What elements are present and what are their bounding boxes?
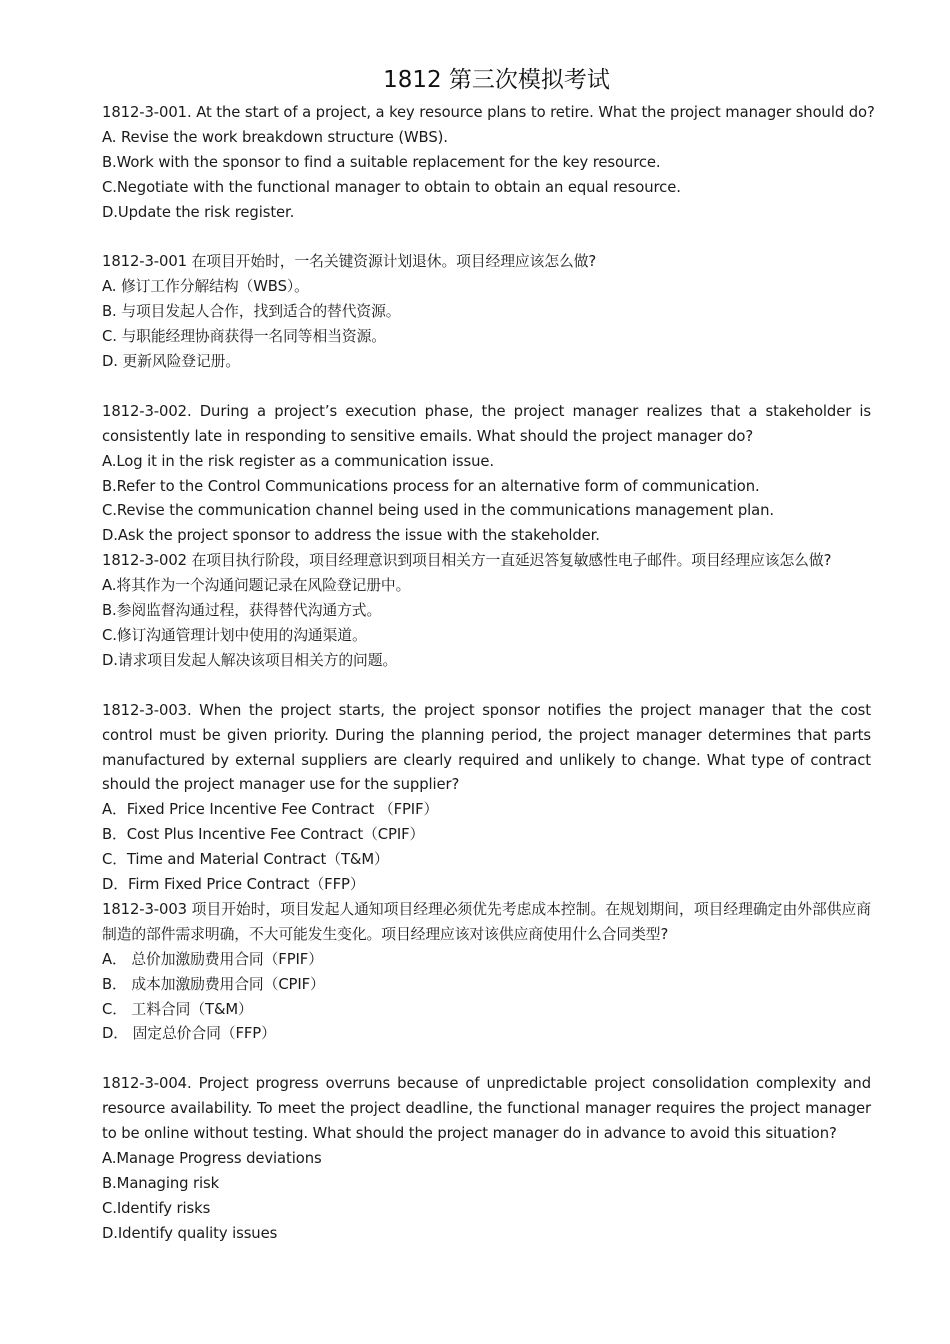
q2-zh-question: 1812-3-002 在项目执行阶段，项目经理意识到项目相关方一直延迟答复敏感性电子邮件。项目经理应该怎么做?: [102, 552, 832, 570]
q2-zh-option-b: B.参阅监督沟通过程，获得替代沟通方式。: [102, 602, 382, 620]
q1-en-option-a: A. Revise the work breakdown structure (WBS).: [102, 128, 448, 146]
q2-en-option-b: B.Refer to the Control Communications process for an alternative form of communication.: [102, 477, 760, 495]
q4-en-option-b: B.Managing risk: [102, 1174, 220, 1192]
q3-zh-option-d: D． 固定总价合同（FFP）: [102, 1025, 276, 1043]
q4-en-option-a: A.Manage Progress deviations: [102, 1150, 322, 1167]
q2-en-question: 1812-3-002. During a project’s execution phase, the project manager realizes that a stakeholder is consistently late in responding to sensitive emails. What should the project manager do?: [102, 402, 871, 445]
q3-zh-option-a: A． 总价加激励费用合同（FPIF）: [102, 950, 323, 968]
q4-en-question: 1812-3-004. Project progress overruns because of unpredictable project consolidation complexity and resource availability. To meet the project deadline, the functional manager requires the project manager to be online without testing. What should the project manager do in advance to avoid this situation?: [102, 1075, 871, 1143]
q1-zh-option-a: A. 修订工作分解结构（WBS）。: [102, 278, 309, 296]
q2-en-option-a: A.Log it in the risk register as a communication issue.: [102, 452, 495, 470]
q3-zh-option-b: B． 成本加激励费用合同（CPIF）: [102, 975, 325, 993]
q2-zh-option-a: A.将其作为一个沟通问题记录在风险登记册中。: [102, 577, 411, 595]
q4-en-option-c: C.Identify risks: [102, 1199, 211, 1217]
q1-zh-option-d: D. 更新风险登记册。: [102, 353, 241, 371]
q1-en-option-b: B.Work with the sponsor to find a suitable replacement for the key resource.: [102, 153, 661, 171]
spacer: [102, 226, 871, 251]
q3-en-option-b: B．Cost Plus Incentive Fee Contract（CPIF）: [102, 826, 425, 844]
q1-zh-option-b: B. 与项目发起人合作，找到适合的替代资源。: [102, 303, 401, 321]
document-page: [102, 62, 875, 1247]
page-title: 1812 第三次模拟考试: [383, 67, 610, 93]
q3-zh-option-c: C． 工料合同（T&M）: [102, 1000, 253, 1018]
q3-en-option-d: D．Firm Fixed Price Contract（FFP）: [102, 876, 365, 894]
spacer: [102, 1047, 871, 1072]
q1-en-option-d: D.Update the risk register.: [102, 203, 295, 221]
q4-en-option-d: D.Identify quality issues: [102, 1224, 278, 1242]
q1-en-option-c: C.Negotiate with the functional manager to obtain to obtain an equal resource.: [102, 178, 681, 196]
q3-zh-question: 1812-3-003 项目开始时，项目发起人通知项目经理必须优先考虑成本控制。在规划期间，项目经理确定由外部供应商制造的部件需求明确，不大可能发生变化。项目经理应该对该供应商使用什么合同类型?: [102, 900, 871, 943]
q2-en-option-d: D.Ask the project sponsor to address the issue with the stakeholder.: [102, 527, 600, 545]
q2-zh-option-d: D.请求项目发起人解决该项目相关方的问题。: [102, 651, 398, 669]
q1-zh-question: 1812-3-001 在项目开始时，一名关键资源计划退休。项目经理应该怎么做?: [102, 253, 597, 271]
q2-en-option-c: C.Revise the communication channel being used in the communications management plan.: [102, 502, 774, 520]
q3-en-option-a: A．Fixed Price Incentive Fee Contract （FPIF）: [102, 801, 439, 819]
q3-en-option-c: C．Time and Material Contract（T&M）: [102, 851, 389, 869]
q1-en-question: 1812-3-001. At the start of a project, a key resource plans to retire. What the project manager should do?: [102, 104, 875, 121]
q3-en-question: 1812-3-003. When the project starts, the project sponsor notifies the project manager that the cost control must be given priority. During the planning period, the project manager determines that parts manufactured by external suppliers are clearly required and unlikely to change. What type of contract should the project manager use for the supplier?: [102, 701, 871, 794]
spacer: [102, 375, 871, 400]
q1-zh-option-c: C. 与职能经理协商获得一名同等相当资源。: [102, 328, 386, 346]
spacer: [102, 674, 871, 699]
q2-zh-option-c: C.修订沟通管理计划中使用的沟通渠道。: [102, 627, 367, 644]
